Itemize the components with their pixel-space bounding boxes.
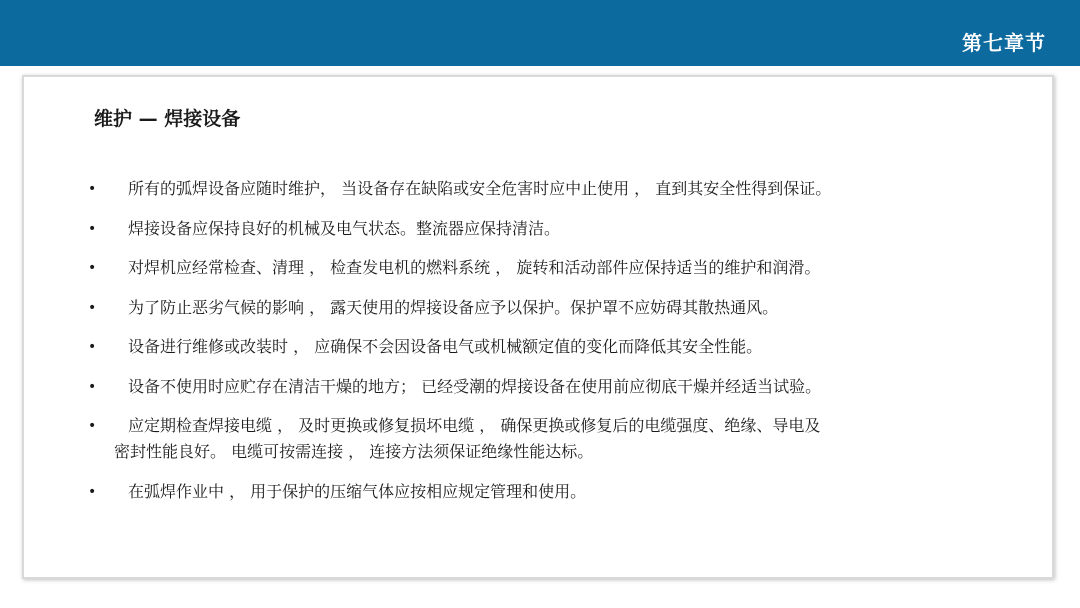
bullet-text: 对焊机应经常检查、清理 ， 检查发电机的燃料系统 ， 旋转和活动部件应保持适当的维护和润滑。: [128, 258, 821, 277]
bullet-icon: •: [88, 299, 97, 316]
bullet-list: [88, 176, 1028, 518]
list-item: [88, 176, 1028, 202]
bullet-icon: •: [88, 181, 97, 197]
bullet-text: [114, 413, 1028, 465]
bullet-icon: •: [88, 378, 97, 395]
bullet-icon: •: [88, 339, 97, 355]
bullet-text: 设备进行维修或改装时 ， 应确保不会因设备电气或机械额定值的变化而降低其安全性能。: [128, 337, 763, 356]
bullet-icon: •: [88, 418, 97, 434]
list-item: [88, 295, 1028, 321]
bullet-text: 所有的弧焊设备应随时维护， 当设备存在缺陷或安全危害时应中止使用 ， 直到其安全性得到保证。: [128, 179, 832, 198]
bullet-text: 为了防止恶劣气候的影响 ， 露天使用的焊接设备应予以保护。保护罩不应妨碍其散热通风。: [128, 297, 779, 317]
list-item: [88, 255, 1028, 281]
chapter-label: 第七章节: [962, 31, 1046, 55]
bullet-icon: •: [88, 483, 97, 500]
bullet-text: 焊接设备应保持良好的机械及电气状态。整流器应保持清洁。: [128, 218, 561, 238]
bullet-text-line: 应定期检查焊接电缆 ， 及时更换或修复损坏电缆 ， 确保更换或修复后的电缆强度、绝缘、导电及: [128, 416, 821, 435]
list-item: [88, 374, 1028, 400]
bullet-text: 在弧焊作业中 ， 用于保护的压缩气体应按相应规定管理和使用。: [128, 481, 587, 501]
list-item: [88, 413, 1028, 465]
bullet-icon: •: [88, 220, 97, 237]
list-item: [88, 479, 1028, 505]
bullet-icon: •: [88, 260, 97, 276]
list-item: [88, 334, 1028, 360]
slide-title: 维护 — 焊接设备: [94, 108, 241, 130]
bullet-text-line: 密封性能良好。 电缆可按需连接 ， 连接方法须保证绝缘性能达标。: [114, 442, 594, 461]
bullet-text: 设备不使用时应贮存在清洁干燥的地方； 已经受潮的焊接设备在使用前应彻底干燥并经适当试验。: [128, 376, 822, 396]
header-bar: [0, 0, 1080, 66]
list-item: [88, 216, 1028, 242]
